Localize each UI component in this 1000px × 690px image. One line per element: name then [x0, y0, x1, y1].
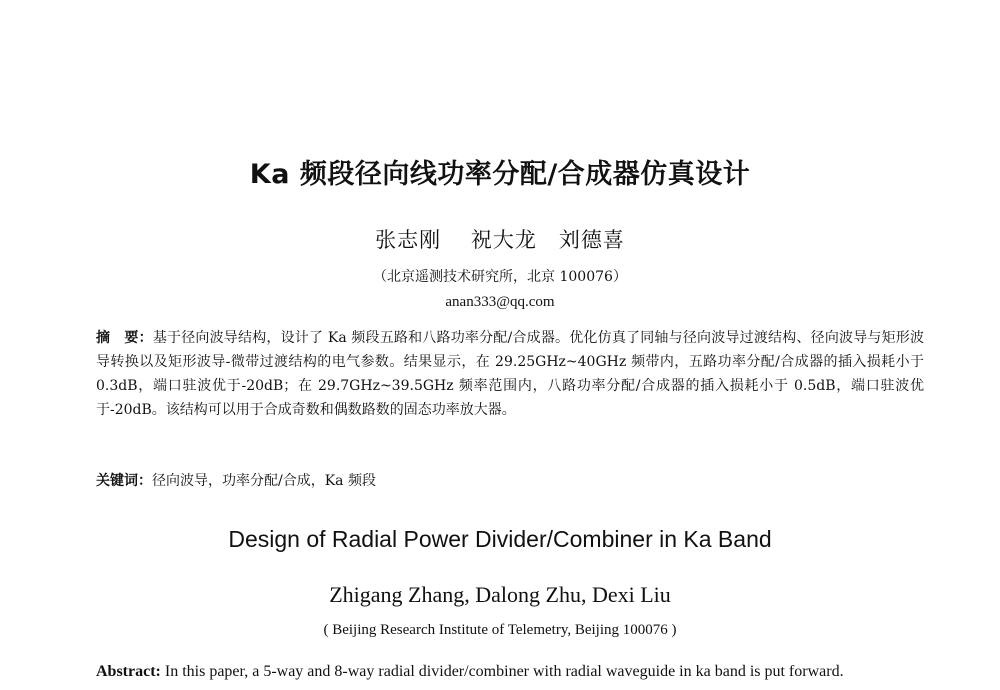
chinese-abstract: [96, 326, 924, 422]
chinese-title: Ka 频段径向线功率分配/合成器仿真设计: [249, 159, 751, 190]
chinese-abstract-label: 摘 要：: [96, 330, 153, 346]
chinese-authors: 张志刚 祝大龙 刘德喜: [375, 228, 625, 252]
chinese-affiliation: （北京遥测技术研究所，北京 100076）: [373, 269, 627, 285]
chinese-keywords: [96, 470, 924, 492]
chinese-keywords-text: 径向波导，功率分配/合成，Ka 频段: [152, 473, 376, 489]
english-affiliation: ( Beijing Research Institute of Telemetry, Beijing 100076 ): [323, 622, 677, 638]
chinese-abstract-text: 基于径向波导结构，设计了 Ka 频段五路和八路功率分配/合成器。优化仿真了同轴与径向波导过渡结构、径向波导与矩形波导转换以及矩形波导-微带过渡结构的电气参数。结果显示，在 29.25GHz~40GHz 频带内，五路功率分配/合成器的插入损耗小于 0.3dB，端口驻波优于-20dB；在 29.7GHz~39.5GHz 频率范围内，八路功率分配/合成器的插入损耗小于 0.5dB，端口驻波优于-20dB。该结构可以用于合成奇数和偶数路数的固态功率放大器。: [96, 330, 925, 418]
author-email: anan333@qq.com: [445, 294, 555, 310]
english-title: Design of Radial Power Divider/Combiner in Ka Band: [228, 526, 772, 552]
english-abstract-text: In this paper, a 5-way and 8-way radial divider/combiner with radial waveguide in ka band is put forward.: [160, 663, 844, 680]
english-abstract-label: Abstract:: [96, 663, 161, 680]
english-authors: Zhigang Zhang, Dalong Zhu, Dexi Liu: [329, 582, 671, 607]
chinese-keywords-label: 关键词：: [96, 473, 152, 489]
english-abstract: [96, 662, 924, 682]
